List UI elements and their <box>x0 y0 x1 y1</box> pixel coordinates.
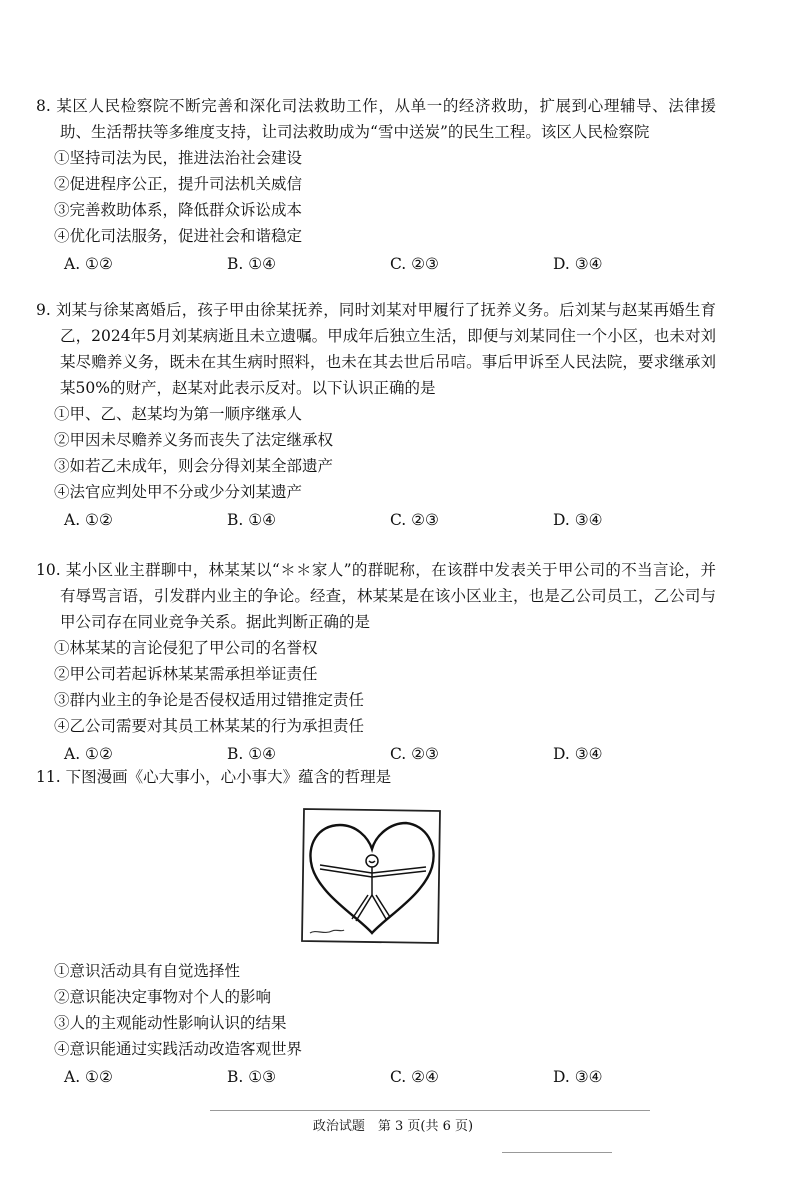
option-2: ②意识能决定事物对个人的影响 <box>54 988 272 1006</box>
question-stem: 10. 某小区业主群聊中，林某某以“＊＊家人”的群昵称，在该群中发表关于甲公司的不当言论，并有辱骂言语，引发群内业主的争论。经查，林某某是在该小区业主，也是乙公司员工，乙公司与甲公司存在同业竞争关系。据此判断正确的是 <box>36 561 716 631</box>
stick-figure <box>320 855 426 921</box>
choice-b: B. ①③ <box>227 1068 277 1086</box>
option-3: ③完善救助体系，降低群众诉讼成本 <box>54 201 303 219</box>
option-2: ②甲因未尽赡养义务而丧失了法定继承权 <box>54 431 334 449</box>
question-stem: 8. 某区人民检察院不断完善和深化司法救助工作，从单一的经济救助，扩展到心理辅导、法律援助、生活帮扶等多维度支持，让司法救助成为“雪中送炭”的民生工程。该区人民检察院 <box>36 97 716 141</box>
page-footer: 政治试题 第 3 页(共 6 页) <box>312 1119 474 1134</box>
question-11-options <box>36 958 716 1090</box>
bottom-rule <box>502 1152 612 1153</box>
option-4: ④意识能通过实践活动改造客观世界 <box>54 1040 303 1058</box>
option-2: ②甲公司若起诉林某某需承担举证责任 <box>54 665 318 683</box>
option-4: ④乙公司需要对其员工林某某的行为承担责任 <box>54 717 365 735</box>
question-8 <box>36 93 716 277</box>
heart-cartoon-image <box>298 805 446 947</box>
choice-d: D. ③④ <box>553 745 603 763</box>
choice-a: A. ①② <box>64 255 113 273</box>
footer-rule <box>210 1110 650 1111</box>
choice-b: B. ①④ <box>227 255 277 273</box>
answer-choices <box>36 507 716 533</box>
answer-choices <box>36 1064 716 1090</box>
answer-choices <box>36 251 716 277</box>
option-1: ①坚持司法为民，推进法治社会建设 <box>54 149 303 167</box>
option-4: ④法官应判处甲不分或少分刘某遗产 <box>54 483 303 501</box>
choice-c: C. ②③ <box>390 255 439 273</box>
question-11 <box>36 764 716 790</box>
option-4: ④优化司法服务，促进社会和谐稳定 <box>54 227 303 245</box>
option-1: ①林某某的言论侵犯了甲公司的名誉权 <box>54 639 318 657</box>
choice-c: C. ②③ <box>390 745 439 763</box>
option-1: ①甲、乙、赵某均为第一顺序继承人 <box>54 405 303 423</box>
choice-a: A. ①② <box>64 1068 113 1086</box>
question-stem: 11. 下图漫画《心大事小，心小事大》蕴含的哲理是 <box>36 768 392 786</box>
option-3: ③群内业主的争论是否侵权适用过错推定责任 <box>54 691 365 709</box>
option-2: ②促进程序公正，提升司法机关威信 <box>54 175 303 193</box>
choice-c: C. ②③ <box>390 511 439 529</box>
question-stem: 9. 刘某与徐某离婚后，孩子甲由徐某抚养，同时刘某对甲履行了抚养义务。后刘某与赵某再婚生育乙，2024年5月刘某病逝且未立遗嘱。甲成年后独立生活，即便与刘某同住一个小区，也未对刘某尽赡养义务，既未在其生病时照料，也未在其去世后吊唁。事后甲诉至人民法院，要求继承刘某50%的财产，赵某对此表示反对。以下认识正确的是 <box>36 301 716 397</box>
choice-b: B. ①④ <box>227 745 277 763</box>
choice-d: D. ③④ <box>553 511 603 529</box>
choice-b: B. ①④ <box>227 511 277 529</box>
signature-scribble <box>310 930 344 933</box>
option-3: ③人的主观能动性影响认识的结果 <box>54 1014 287 1032</box>
choice-c: C. ②④ <box>390 1068 439 1086</box>
choice-d: D. ③④ <box>553 255 603 273</box>
option-1: ①意识活动具有自觉选择性 <box>54 962 241 980</box>
option-3: ③如若乙未成年，则会分得刘某全部遗产 <box>54 457 334 475</box>
choice-a: A. ①② <box>64 511 113 529</box>
choice-d: D. ③④ <box>553 1068 603 1086</box>
question-9 <box>36 297 716 533</box>
question-10 <box>36 557 716 767</box>
choice-a: A. ①② <box>64 745 113 763</box>
